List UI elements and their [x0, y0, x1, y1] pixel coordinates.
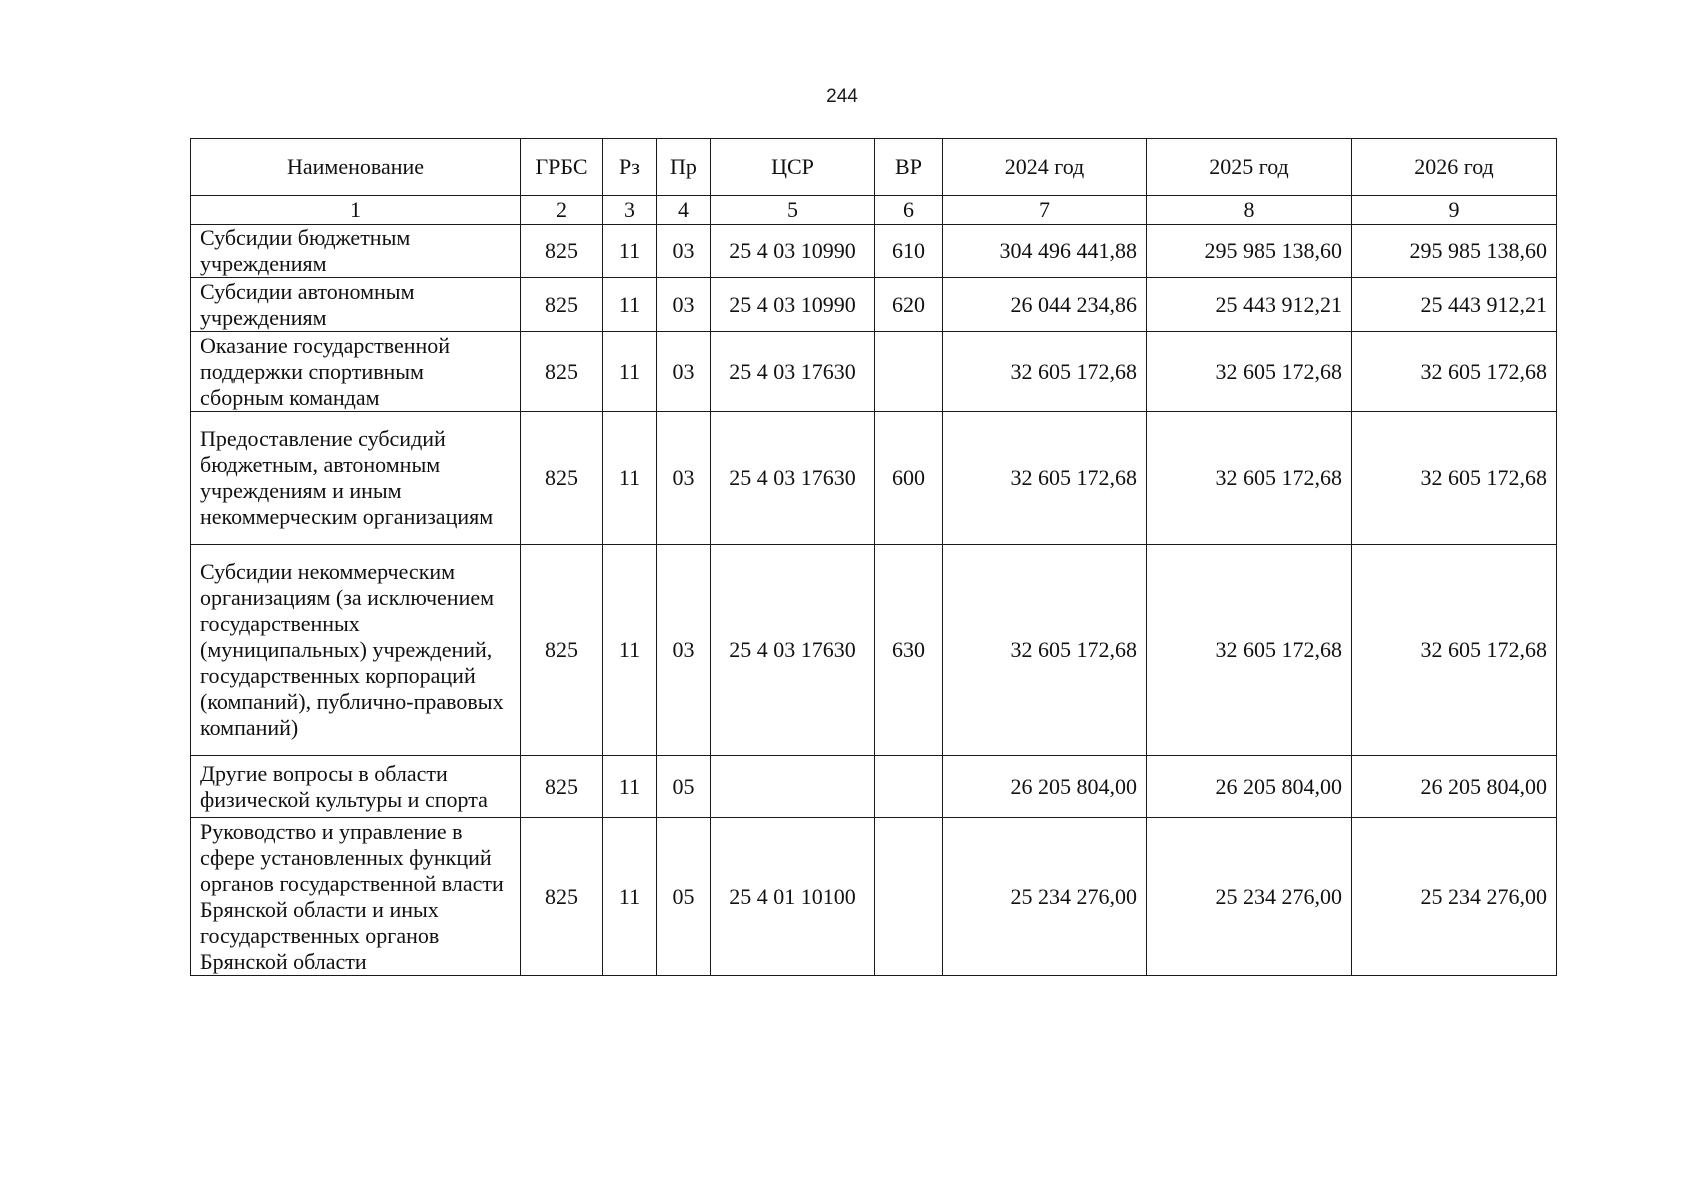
- row-grbs: 825: [521, 278, 603, 332]
- row-csr: 25 4 03 17630: [711, 332, 875, 412]
- row-csr: 25 4 03 17630: [711, 412, 875, 545]
- row-csr: 25 4 03 10990: [711, 225, 875, 278]
- table-row: [191, 756, 1557, 818]
- row-pr: 03: [657, 412, 711, 545]
- row-amount-2024: 25 234 276,00: [943, 818, 1147, 976]
- header-name: Наименование: [191, 139, 521, 196]
- table-row: [191, 225, 1557, 278]
- column-number: 2: [521, 196, 603, 225]
- row-amount-2024: 32 605 172,68: [943, 412, 1147, 545]
- row-amount-2024: 26 044 234,86: [943, 278, 1147, 332]
- row-amount-2026: 32 605 172,68: [1352, 332, 1557, 412]
- row-name: Предоставление субсидий бюджетным, автономным учреждениям и иным некоммерческим организациям: [191, 412, 521, 545]
- row-csr: 25 4 03 17630: [711, 545, 875, 756]
- row-pr: 03: [657, 278, 711, 332]
- row-vr: [875, 756, 943, 818]
- row-amount-2026: 32 605 172,68: [1352, 545, 1557, 756]
- row-pr: 03: [657, 332, 711, 412]
- budget-table: [190, 138, 1557, 976]
- row-amount-2025: 25 443 912,21: [1147, 278, 1352, 332]
- column-number: 9: [1352, 196, 1557, 225]
- row-csr: 25 4 03 10990: [711, 278, 875, 332]
- row-vr: [875, 818, 943, 976]
- header-pr: Пр: [657, 139, 711, 196]
- table-row: [191, 545, 1557, 756]
- row-rz: 11: [603, 818, 657, 976]
- row-amount-2025: 295 985 138,60: [1147, 225, 1352, 278]
- column-number: 1: [191, 196, 521, 225]
- row-amount-2025: 32 605 172,68: [1147, 412, 1352, 545]
- column-number: 5: [711, 196, 875, 225]
- row-name: Субсидии автономным учреждениям: [191, 278, 521, 332]
- row-name: Субсидии некоммерческим организациям (за исключением государственных (муниципальных) учреждений, государственных корпораций (компаний), публично-правовых компаний): [191, 545, 521, 756]
- row-amount-2025: 32 605 172,68: [1147, 332, 1352, 412]
- column-number-row: [191, 196, 1557, 225]
- row-name: Субсидии бюджетным учреждениям: [191, 225, 521, 278]
- row-pr: 03: [657, 545, 711, 756]
- table-row: [191, 412, 1557, 545]
- row-pr: 05: [657, 818, 711, 976]
- row-amount-2025: 32 605 172,68: [1147, 545, 1352, 756]
- column-number: 6: [875, 196, 943, 225]
- table-row: [191, 818, 1557, 976]
- row-grbs: 825: [521, 756, 603, 818]
- header-csr: ЦСР: [711, 139, 875, 196]
- row-grbs: 825: [521, 412, 603, 545]
- row-csr: 25 4 01 10100: [711, 818, 875, 976]
- row-amount-2024: 26 205 804,00: [943, 756, 1147, 818]
- column-number: 8: [1147, 196, 1352, 225]
- header-2024: 2024 год: [943, 139, 1147, 196]
- row-rz: 11: [603, 332, 657, 412]
- row-grbs: 825: [521, 332, 603, 412]
- row-vr: 630: [875, 545, 943, 756]
- row-amount-2025: 25 234 276,00: [1147, 818, 1352, 976]
- row-vr: [875, 332, 943, 412]
- row-rz: 11: [603, 545, 657, 756]
- header-rz: Рз: [603, 139, 657, 196]
- row-name: Оказание государственной поддержки спортивным сборным командам: [191, 332, 521, 412]
- header-2025: 2025 год: [1147, 139, 1352, 196]
- row-amount-2026: 25 443 912,21: [1352, 278, 1557, 332]
- row-vr: 600: [875, 412, 943, 545]
- column-number: 7: [943, 196, 1147, 225]
- row-amount-2026: 295 985 138,60: [1352, 225, 1557, 278]
- row-grbs: 825: [521, 818, 603, 976]
- row-amount-2026: 25 234 276,00: [1352, 818, 1557, 976]
- row-amount-2024: 32 605 172,68: [943, 545, 1147, 756]
- row-pr: 05: [657, 756, 711, 818]
- row-amount-2026: 26 205 804,00: [1352, 756, 1557, 818]
- column-number: 3: [603, 196, 657, 225]
- header-grbs: ГРБС: [521, 139, 603, 196]
- header-2026: 2026 год: [1352, 139, 1557, 196]
- page-number: 244: [826, 86, 858, 107]
- row-rz: 11: [603, 756, 657, 818]
- row-name: Другие вопросы в области физической культуры и спорта: [191, 756, 521, 818]
- row-csr: [711, 756, 875, 818]
- row-grbs: 825: [521, 225, 603, 278]
- header-row: [191, 139, 1557, 196]
- header-vr: ВР: [875, 139, 943, 196]
- row-amount-2026: 32 605 172,68: [1352, 412, 1557, 545]
- row-vr: 610: [875, 225, 943, 278]
- row-amount-2025: 26 205 804,00: [1147, 756, 1352, 818]
- row-amount-2024: 304 496 441,88: [943, 225, 1147, 278]
- row-grbs: 825: [521, 545, 603, 756]
- row-rz: 11: [603, 412, 657, 545]
- row-rz: 11: [603, 278, 657, 332]
- row-rz: 11: [603, 225, 657, 278]
- table-row: [191, 332, 1557, 412]
- row-name: Руководство и управление в сфере установленных функций органов государственной власти Брянской области и иных государственных органов Брянской области: [191, 818, 521, 976]
- row-vr: 620: [875, 278, 943, 332]
- column-number: 4: [657, 196, 711, 225]
- row-amount-2024: 32 605 172,68: [943, 332, 1147, 412]
- table-row: [191, 278, 1557, 332]
- row-pr: 03: [657, 225, 711, 278]
